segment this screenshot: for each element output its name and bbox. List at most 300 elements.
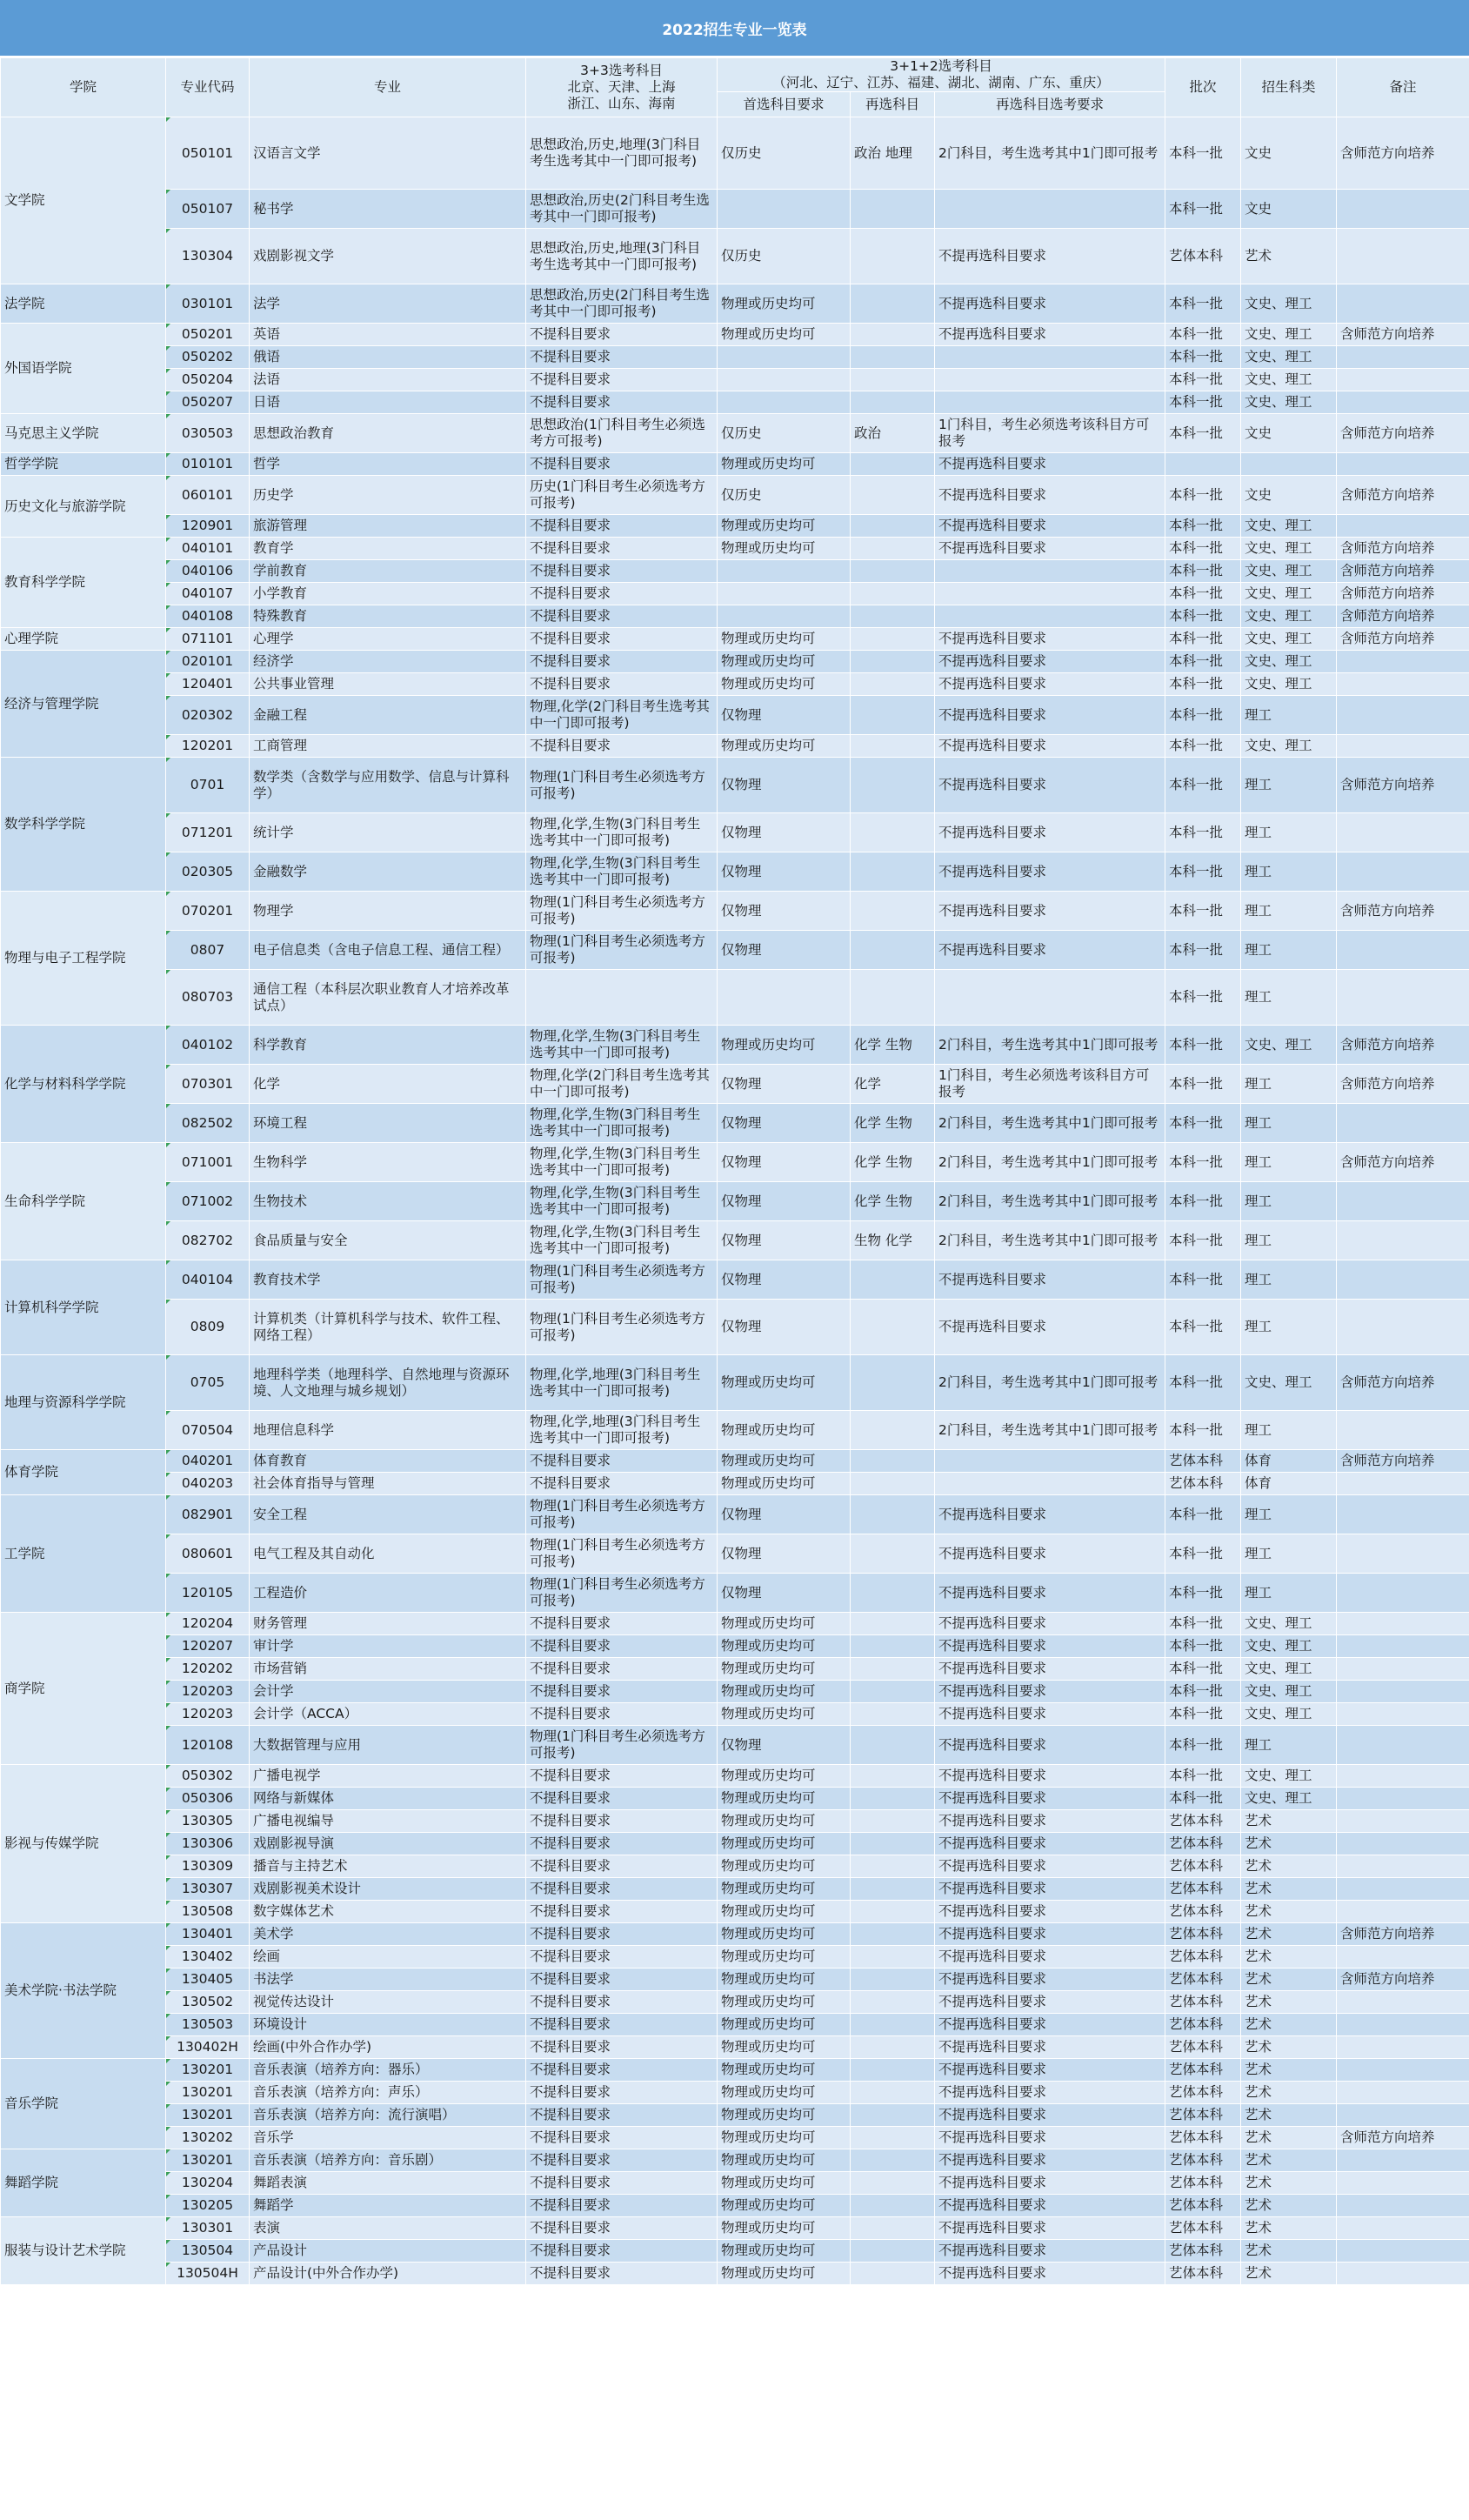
cell-batch: 本科一批 [1165, 1534, 1241, 1574]
cell-note [1337, 2240, 1469, 2263]
cell-code: 071002 [166, 1182, 250, 1221]
cell-major: 科学教育 [250, 1026, 526, 1065]
cell-major: 产品设计(中外合作办学) [250, 2263, 526, 2285]
cell-major: 金融数学 [250, 852, 526, 892]
cell-category: 艺术 [1241, 1855, 1337, 1878]
cell-reselect-subject [851, 2082, 935, 2104]
cell-3plus3-requirement: 不提科目要求 [526, 515, 718, 538]
cell-batch: 本科一批 [1165, 1726, 1241, 1765]
cell-code: 120401 [166, 673, 250, 696]
cell-batch: 艺体本科 [1165, 2195, 1241, 2217]
cell-category: 理工 [1241, 892, 1337, 931]
table-row [1, 1182, 1469, 1221]
cell-note [1337, 1104, 1469, 1143]
cell-reselect-subject [851, 1260, 935, 1300]
cell-code: 120201 [166, 735, 250, 758]
cell-first-subject: 物理或历史均可 [718, 1355, 851, 1411]
cell-college: 物理与电子工程学院 [1, 892, 166, 1026]
cell-category: 艺术 [1241, 2127, 1337, 2149]
table-row [1, 2149, 1469, 2172]
cell-batch: 本科一批 [1165, 117, 1241, 190]
cell-code: 080601 [166, 1534, 250, 1574]
cell-note: 含师范方向培养 [1337, 1450, 1469, 1473]
cell-note: 含师范方向培养 [1337, 605, 1469, 628]
cell-college: 影视与传媒学院 [1, 1765, 166, 1923]
table-row [1, 735, 1469, 758]
cell-major: 音乐表演（培养方向：流行演唱） [250, 2104, 526, 2127]
cell-reselect-requirement: 2门科目，考生选考其中1门即可报考 [935, 1221, 1165, 1260]
cell-college: 体育学院 [1, 1450, 166, 1495]
cell-reselect-requirement: 不提再选科目要求 [935, 1574, 1165, 1613]
cell-batch: 本科一批 [1165, 696, 1241, 735]
table-row [1, 1788, 1469, 1810]
cell-reselect-subject: 政治 地理 [851, 117, 935, 190]
cell-first-subject [718, 391, 851, 414]
table-row [1, 284, 1469, 324]
cell-3plus3-requirement: 不提科目要求 [526, 2127, 718, 2149]
cell-first-subject: 物理或历史均可 [718, 453, 851, 476]
cell-major: 化学 [250, 1065, 526, 1104]
cell-reselect-requirement: 不提再选科目要求 [935, 1635, 1165, 1658]
cell-first-subject: 仅物理 [718, 1534, 851, 1574]
cell-code: 130204 [166, 2172, 250, 2195]
table-row [1, 931, 1469, 970]
cell-batch: 艺体本科 [1165, 1855, 1241, 1878]
cell-note [1337, 651, 1469, 673]
cell-college: 工学院 [1, 1495, 166, 1613]
cell-first-subject: 物理或历史均可 [718, 2149, 851, 2172]
cell-note [1337, 1260, 1469, 1300]
cell-batch: 艺体本科 [1165, 2014, 1241, 2036]
cell-major: 音乐表演（培养方向：声乐） [250, 2082, 526, 2104]
table-row [1, 2172, 1469, 2195]
table-row [1, 560, 1469, 583]
cell-category: 文史、理工 [1241, 1355, 1337, 1411]
table-row [1, 1833, 1469, 1855]
cell-first-subject: 物理或历史均可 [718, 1411, 851, 1450]
cell-first-subject [718, 346, 851, 369]
cell-note [1337, 515, 1469, 538]
cell-reselect-subject [851, 391, 935, 414]
cell-first-subject: 物理或历史均可 [718, 2195, 851, 2217]
cell-category: 艺术 [1241, 229, 1337, 284]
header-major: 专业 [250, 58, 526, 117]
cell-reselect-subject [851, 1810, 935, 1833]
cell-code: 020101 [166, 651, 250, 673]
cell-major: 生物科学 [250, 1143, 526, 1182]
cell-reselect-requirement [935, 391, 1165, 414]
cell-major: 广播电视编导 [250, 1810, 526, 1833]
cell-category: 文史、理工 [1241, 628, 1337, 651]
table-row [1, 628, 1469, 651]
cell-major: 网络与新媒体 [250, 1788, 526, 1810]
cell-reselect-requirement: 不提再选科目要求 [935, 1300, 1165, 1355]
cell-note [1337, 1221, 1469, 1260]
cell-code: 130305 [166, 1810, 250, 1833]
cell-code: 120901 [166, 515, 250, 538]
cell-batch: 本科一批 [1165, 1104, 1241, 1143]
cell-reselect-subject [851, 2263, 935, 2285]
cell-batch: 艺体本科 [1165, 229, 1241, 284]
cell-first-subject: 仅物理 [718, 1104, 851, 1143]
table-row [1, 2104, 1469, 2127]
cell-3plus3-requirement: 物理,化学,生物(3门科目考生选考其中一门即可报考) [526, 1026, 718, 1065]
cell-reselect-requirement: 不提再选科目要求 [935, 1969, 1165, 1991]
cell-category: 文史、理工 [1241, 284, 1337, 324]
cell-3plus3-requirement: 物理(1门科目考生必须选考方可报考) [526, 1300, 718, 1355]
cell-3plus3-requirement: 不提科目要求 [526, 628, 718, 651]
cell-first-subject: 物理或历史均可 [718, 2172, 851, 2195]
cell-3plus3-requirement: 不提科目要求 [526, 1635, 718, 1658]
cell-batch: 本科一批 [1165, 1026, 1241, 1065]
table-row [1, 813, 1469, 852]
cell-code: 082702 [166, 1221, 250, 1260]
cell-first-subject [718, 970, 851, 1026]
table-row [1, 852, 1469, 892]
table-row [1, 1726, 1469, 1765]
cell-batch: 本科一批 [1165, 1260, 1241, 1300]
cell-reselect-requirement: 不提再选科目要求 [935, 476, 1165, 515]
cell-reselect-requirement [935, 970, 1165, 1026]
cell-note [1337, 1855, 1469, 1878]
cell-reselect-subject [851, 2240, 935, 2263]
cell-category: 文史、理工 [1241, 1681, 1337, 1703]
cell-code: 120203 [166, 1703, 250, 1726]
cell-reselect-subject [851, 970, 935, 1026]
cell-category: 艺术 [1241, 2195, 1337, 2217]
cell-note [1337, 1765, 1469, 1788]
table-row [1, 1810, 1469, 1833]
header-row [1, 58, 1469, 92]
admissions-table [0, 57, 1469, 2285]
cell-batch: 本科一批 [1165, 1221, 1241, 1260]
cell-note [1337, 2217, 1469, 2240]
cell-reselect-subject [851, 190, 935, 229]
cell-reselect-subject [851, 515, 935, 538]
cell-reselect-subject [851, 453, 935, 476]
cell-reselect-subject [851, 1534, 935, 1574]
cell-batch: 艺体本科 [1165, 2263, 1241, 2285]
page-title: 2022招生专业一览表 [0, 0, 1469, 57]
cell-reselect-requirement: 不提再选科目要求 [935, 284, 1165, 324]
cell-first-subject [718, 369, 851, 391]
cell-first-subject: 仅物理 [718, 1221, 851, 1260]
table-body [1, 117, 1469, 2285]
cell-category: 艺术 [1241, 1969, 1337, 1991]
cell-code: 010101 [166, 453, 250, 476]
cell-first-subject: 物理或历史均可 [718, 1991, 851, 2014]
cell-code: 130201 [166, 2104, 250, 2127]
cell-batch: 艺体本科 [1165, 1810, 1241, 1833]
cell-note [1337, 1182, 1469, 1221]
cell-batch: 艺体本科 [1165, 2082, 1241, 2104]
cell-batch: 本科一批 [1165, 931, 1241, 970]
cell-3plus3-requirement: 物理(1门科目考生必须选考方可报考) [526, 1726, 718, 1765]
cell-reselect-subject [851, 369, 935, 391]
cell-code: 130405 [166, 1969, 250, 1991]
cell-first-subject: 物理或历史均可 [718, 2127, 851, 2149]
cell-code: 071101 [166, 628, 250, 651]
cell-major: 安全工程 [250, 1495, 526, 1534]
cell-category: 艺术 [1241, 2059, 1337, 2082]
cell-note [1337, 1833, 1469, 1855]
cell-reselect-requirement: 不提再选科目要求 [935, 2036, 1165, 2059]
cell-batch: 本科一批 [1165, 538, 1241, 560]
table-row [1, 583, 1469, 605]
cell-college: 心理学院 [1, 628, 166, 651]
table-row [1, 651, 1469, 673]
cell-reselect-subject [851, 1991, 935, 2014]
cell-reselect-requirement: 不提再选科目要求 [935, 538, 1165, 560]
cell-first-subject [718, 190, 851, 229]
cell-category: 理工 [1241, 696, 1337, 735]
cell-3plus3-requirement: 不提科目要求 [526, 1473, 718, 1495]
cell-major: 历史学 [250, 476, 526, 515]
cell-code: 130309 [166, 1855, 250, 1878]
cell-category: 文史、理工 [1241, 1703, 1337, 1726]
cell-note [1337, 1726, 1469, 1765]
cell-batch: 本科一批 [1165, 346, 1241, 369]
cell-reselect-requirement: 不提再选科目要求 [935, 1901, 1165, 1923]
cell-batch: 艺体本科 [1165, 2217, 1241, 2240]
cell-first-subject: 仅物理 [718, 1065, 851, 1104]
table-row [1, 1765, 1469, 1788]
cell-3plus3-requirement: 不提科目要求 [526, 2263, 718, 2285]
cell-batch [1165, 453, 1241, 476]
cell-note [1337, 1810, 1469, 1833]
cell-first-subject: 物理或历史均可 [718, 1788, 851, 1810]
table-row [1, 1574, 1469, 1613]
cell-note [1337, 1495, 1469, 1534]
cell-category: 文史、理工 [1241, 538, 1337, 560]
cell-reselect-subject [851, 628, 935, 651]
cell-reselect-requirement: 不提再选科目要求 [935, 1495, 1165, 1534]
cell-category: 文史、理工 [1241, 515, 1337, 538]
cell-reselect-subject [851, 284, 935, 324]
cell-code: 130508 [166, 1901, 250, 1923]
cell-code: 0701 [166, 758, 250, 813]
cell-major: 书法学 [250, 1969, 526, 1991]
cell-reselect-requirement: 不提再选科目要求 [935, 651, 1165, 673]
cell-reselect-subject [851, 673, 935, 696]
cell-3plus3-requirement: 不提科目要求 [526, 2195, 718, 2217]
table-row [1, 1534, 1469, 1574]
cell-major: 电子信息类（含电子信息工程、通信工程） [250, 931, 526, 970]
cell-note [1337, 1574, 1469, 1613]
cell-reselect-subject [851, 1946, 935, 1969]
cell-reselect-subject [851, 1726, 935, 1765]
cell-major: 旅游管理 [250, 515, 526, 538]
cell-major: 公共事业管理 [250, 673, 526, 696]
cell-reselect-subject [851, 813, 935, 852]
cell-reselect-subject: 化学 生物 [851, 1182, 935, 1221]
cell-reselect-requirement: 不提再选科目要求 [935, 1833, 1165, 1855]
table-row [1, 2014, 1469, 2036]
cell-reselect-subject [851, 1703, 935, 1726]
cell-batch: 本科一批 [1165, 1613, 1241, 1635]
cell-reselect-subject [851, 852, 935, 892]
cell-major: 特殊教育 [250, 605, 526, 628]
cell-code: 130201 [166, 2082, 250, 2104]
cell-major: 金融工程 [250, 696, 526, 735]
cell-major: 表演 [250, 2217, 526, 2240]
cell-category: 体育 [1241, 1473, 1337, 1495]
cell-reselect-requirement: 不提再选科目要求 [935, 628, 1165, 651]
cell-note [1337, 931, 1469, 970]
cell-reselect-subject [851, 931, 935, 970]
table-row [1, 1026, 1469, 1065]
cell-code: 130202 [166, 2127, 250, 2149]
cell-3plus3-requirement: 不提科目要求 [526, 2149, 718, 2172]
cell-code: 080703 [166, 970, 250, 1026]
cell-code: 020302 [166, 696, 250, 735]
table-row [1, 369, 1469, 391]
cell-first-subject: 物理或历史均可 [718, 1765, 851, 1788]
cell-note: 含师范方向培养 [1337, 560, 1469, 583]
cell-3plus3-requirement: 不提科目要求 [526, 1658, 718, 1681]
table-row [1, 696, 1469, 735]
cell-note [1337, 813, 1469, 852]
table-row [1, 229, 1469, 284]
cell-code: 050101 [166, 117, 250, 190]
cell-reselect-subject [851, 2104, 935, 2127]
cell-first-subject: 物理或历史均可 [718, 1833, 851, 1855]
cell-major: 计算机类（计算机科学与技术、软件工程、网络工程） [250, 1300, 526, 1355]
cell-college: 商学院 [1, 1613, 166, 1765]
cell-note [1337, 1901, 1469, 1923]
cell-reselect-subject [851, 1969, 935, 1991]
cell-major: 绘画 [250, 1946, 526, 1969]
cell-note [1337, 696, 1469, 735]
cell-category: 理工 [1241, 1182, 1337, 1221]
cell-reselect-subject: 化学 生物 [851, 1143, 935, 1182]
cell-reselect-requirement: 2门科目，考生选考其中1门即可报考 [935, 1411, 1165, 1450]
cell-reselect-subject [851, 1923, 935, 1946]
cell-reselect-subject [851, 1495, 935, 1534]
header-note: 备注 [1337, 58, 1469, 117]
cell-reselect-requirement: 不提再选科目要求 [935, 2082, 1165, 2104]
cell-batch: 本科一批 [1165, 515, 1241, 538]
table-row [1, 1969, 1469, 1991]
header-3plus3: 3+3选考科目 北京、天津、上海 浙江、山东、海南 [526, 58, 718, 117]
cell-3plus3-requirement: 不提科目要求 [526, 1946, 718, 1969]
cell-reselect-subject [851, 1635, 935, 1658]
cell-category: 艺术 [1241, 1810, 1337, 1833]
cell-3plus3-requirement: 不提科目要求 [526, 2059, 718, 2082]
cell-code: 040108 [166, 605, 250, 628]
cell-code: 050302 [166, 1765, 250, 1788]
cell-category: 理工 [1241, 1574, 1337, 1613]
cell-batch: 本科一批 [1165, 1143, 1241, 1182]
cell-code: 082901 [166, 1495, 250, 1534]
cell-reselect-subject [851, 1788, 935, 1810]
cell-major: 工程造价 [250, 1574, 526, 1613]
cell-batch: 艺体本科 [1165, 1901, 1241, 1923]
table-row [1, 1143, 1469, 1182]
cell-category: 理工 [1241, 758, 1337, 813]
table-row [1, 1878, 1469, 1901]
cell-3plus3-requirement: 物理(1门科目考生必须选考方可报考) [526, 892, 718, 931]
cell-3plus3-requirement: 不提科目要求 [526, 2104, 718, 2127]
cell-code: 130502 [166, 1991, 250, 2014]
cell-first-subject: 物理或历史均可 [718, 2059, 851, 2082]
cell-reselect-subject [851, 735, 935, 758]
cell-reselect-requirement [935, 190, 1165, 229]
cell-reselect-requirement: 不提再选科目要求 [935, 1681, 1165, 1703]
cell-major: 大数据管理与应用 [250, 1726, 526, 1765]
cell-college: 哲学学院 [1, 453, 166, 476]
cell-code: 040102 [166, 1026, 250, 1065]
cell-code: 130401 [166, 1923, 250, 1946]
cell-note [1337, 346, 1469, 369]
cell-3plus3-requirement: 物理(1门科目考生必须选考方可报考) [526, 1495, 718, 1534]
table-row [1, 190, 1469, 229]
cell-first-subject: 物理或历史均可 [718, 515, 851, 538]
cell-3plus3-requirement: 不提科目要求 [526, 2036, 718, 2059]
cell-3plus3-requirement: 物理,化学,生物(3门科目考生选考其中一门即可报考) [526, 1182, 718, 1221]
cell-reselect-subject [851, 2036, 935, 2059]
cell-reselect-subject [851, 1450, 935, 1473]
cell-reselect-requirement: 不提再选科目要求 [935, 2149, 1165, 2172]
cell-code: 120202 [166, 1658, 250, 1681]
cell-code: 130205 [166, 2195, 250, 2217]
cell-note [1337, 1300, 1469, 1355]
cell-reselect-subject [851, 1473, 935, 1495]
cell-major: 播音与主持艺术 [250, 1855, 526, 1878]
cell-category: 艺术 [1241, 1923, 1337, 1946]
cell-major: 舞蹈学 [250, 2195, 526, 2217]
table-row [1, 453, 1469, 476]
cell-batch: 艺体本科 [1165, 1473, 1241, 1495]
table-row [1, 673, 1469, 696]
cell-batch: 本科一批 [1165, 813, 1241, 852]
cell-first-subject: 物理或历史均可 [718, 2082, 851, 2104]
cell-major: 学前教育 [250, 560, 526, 583]
cell-reselect-requirement: 不提再选科目要求 [935, 696, 1165, 735]
cell-3plus3-requirement: 思想政治,历史(2门科目考生选考其中一门即可报考) [526, 190, 718, 229]
cell-college: 服装与设计艺术学院 [1, 2217, 166, 2285]
table-row [1, 1355, 1469, 1411]
cell-first-subject: 物理或历史均可 [718, 2104, 851, 2127]
cell-category: 理工 [1241, 813, 1337, 852]
cell-code: 0705 [166, 1355, 250, 1411]
cell-note [1337, 284, 1469, 324]
cell-batch: 本科一批 [1165, 391, 1241, 414]
cell-first-subject: 仅物理 [718, 758, 851, 813]
cell-first-subject: 物理或历史均可 [718, 1855, 851, 1878]
cell-first-subject: 物理或历史均可 [718, 284, 851, 324]
cell-category: 文史 [1241, 476, 1337, 515]
cell-note: 含师范方向培养 [1337, 2127, 1469, 2149]
cell-note [1337, 190, 1469, 229]
cell-3plus3-requirement: 不提科目要求 [526, 391, 718, 414]
cell-3plus3-requirement: 思想政治,历史(2门科目考生选考其中一门即可报考) [526, 284, 718, 324]
cell-category: 理工 [1241, 1221, 1337, 1260]
header-category: 招生科类 [1241, 58, 1337, 117]
cell-batch: 本科一批 [1165, 1681, 1241, 1703]
cell-major: 视觉传达设计 [250, 1991, 526, 2014]
table-row [1, 117, 1469, 190]
cell-major: 哲学 [250, 453, 526, 476]
cell-reselect-requirement: 1门科目，考生必须选考该科目方可报考 [935, 1065, 1165, 1104]
cell-first-subject: 物理或历史均可 [718, 651, 851, 673]
cell-first-subject: 仅历史 [718, 476, 851, 515]
cell-reselect-requirement: 不提再选科目要求 [935, 229, 1165, 284]
table-row [1, 1411, 1469, 1450]
cell-code: 130504H [166, 2263, 250, 2285]
cell-reselect-requirement: 不提再选科目要求 [935, 1260, 1165, 1300]
cell-3plus3-requirement: 不提科目要求 [526, 346, 718, 369]
